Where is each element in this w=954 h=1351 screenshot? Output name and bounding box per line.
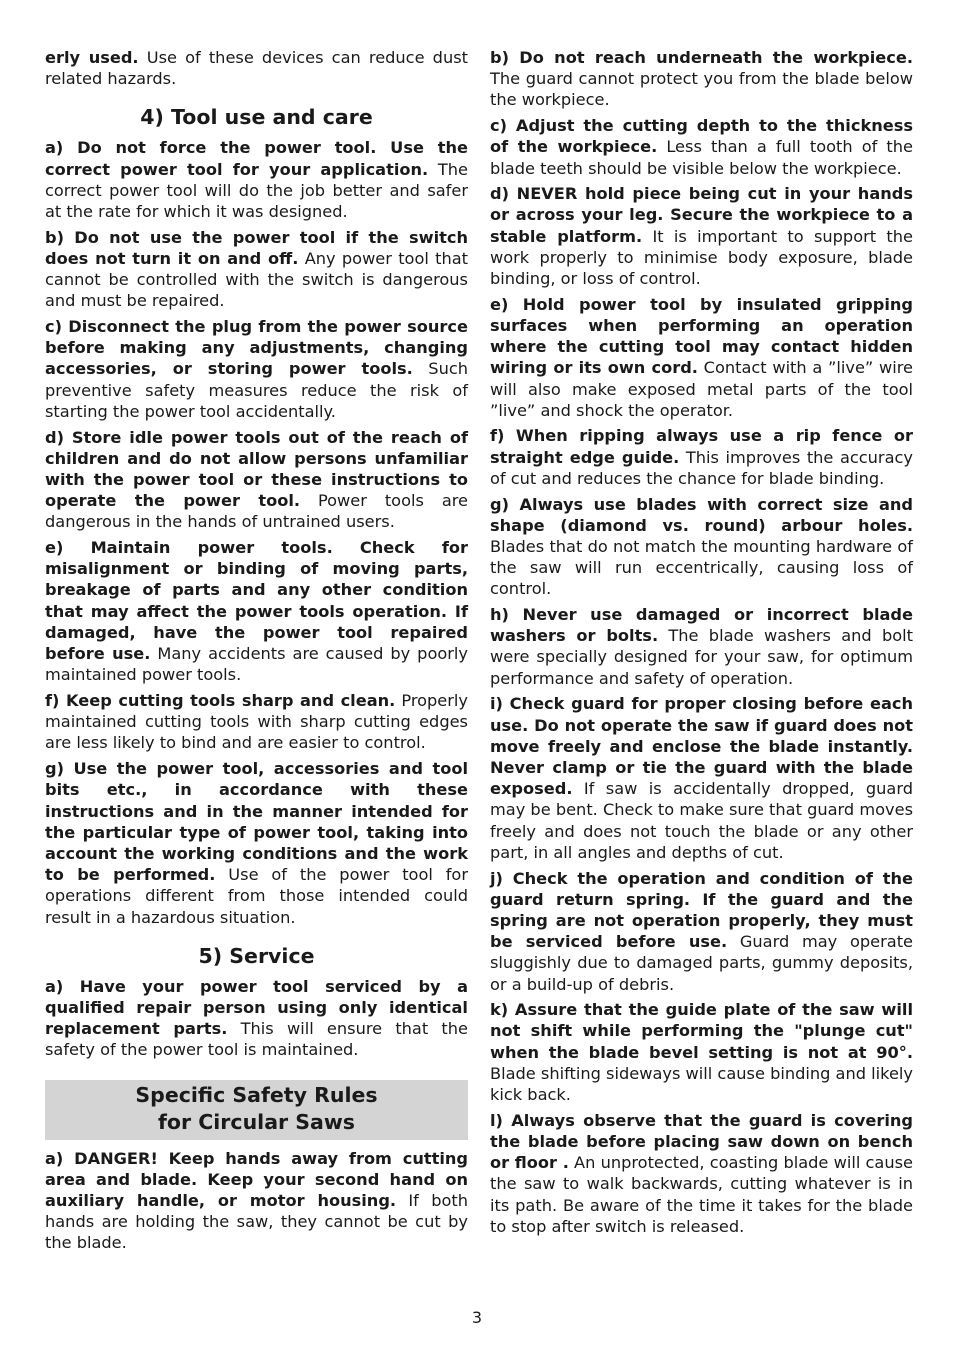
rule-text: Guard may operate sluggishly due to damaged parts, gummy deposits, or a build-up of debris.: [490, 932, 913, 994]
rule-bold: f) Keep cutting tools sharp and clean.: [45, 690, 396, 710]
left-column: [45, 47, 468, 1258]
paragraph-bold: erly used.: [45, 48, 139, 67]
rule-bold: a) DANGER! Keep hands away from cutting area and blade. Keep your second hand on auxiliary handle, or motor housing.: [45, 1148, 468, 1210]
rule-saw-k: [490, 999, 913, 1105]
rule-bold: i) Check guard for proper closing before each use. Do not operate the saw if guard does not move freely and enclose the blade instantly. Never clamp or tie the guard with the blade exposed.: [490, 694, 913, 799]
specific-safety-rules-heading: [45, 1080, 468, 1140]
rule-text: This will ensure that the safety of the power tool is maintained.: [45, 1019, 468, 1060]
rule-4c: [45, 316, 468, 422]
rule-saw-c: [490, 115, 913, 179]
rule-saw-e: [490, 294, 913, 421]
paragraph-continuation: [45, 47, 468, 89]
rule-bold: l) Always observe that the guard is covering the blade before placing saw down on bench or floor .: [490, 1110, 913, 1173]
rule-bold: j) Check the operation and condition of the guard return spring. If the guard and the spring are not operation properly, they must be serviced before use.: [490, 868, 913, 952]
rule-bold: h) Never use damaged or incorrect blade washers or bolts.: [490, 605, 913, 646]
rule-bold: b) Do not use the power tool if the switch does not turn it on and off.: [45, 227, 468, 268]
rule-text: The blade washers and bolt were specially designed for your saw, for optimum performance and safety of operation.: [490, 626, 913, 688]
section-heading-tool-use-and-care: 4) Tool use and care: [140, 105, 373, 130]
rule-bold: b) Do not reach underneath the workpiece.: [490, 48, 913, 67]
rule-text: Contact with a ”live” wire will also make exposed metal parts of the tool ”live” and shock the operator.: [490, 358, 913, 420]
rule-saw-d: [490, 183, 913, 289]
rule-bold: c) Disconnect the plug from the power source before making any adjustments, changing accessories, or storing power tools.: [45, 317, 468, 379]
right-column: [490, 47, 913, 1241]
rule-saw-j: [490, 868, 913, 995]
rule-text: An unprotected, coasting blade will cause the saw to walk backwards, cutting whatever is in its path. Be aware of the time it takes for the blade to stop after switch is released.: [490, 1153, 913, 1236]
page-number: 3: [471, 1308, 483, 1327]
rule-text: Blade shifting sideways will cause binding and likely kick back.: [490, 1063, 913, 1105]
rule-bold: a) Do not force the power tool. Use the correct power tool for your application.: [45, 138, 468, 179]
rule-bold: e) Maintain power tools. Check for misalignment or binding of moving parts, breakage of parts and any other condition that may affect the power tools operation. If damaged, have the power tool repaired before use.: [45, 538, 468, 664]
rule-text: Less than a full tooth of the blade teeth should be visible below the workpiece.: [490, 137, 913, 178]
rule-4e: [45, 537, 468, 685]
rule-4d: [45, 427, 468, 533]
rule-bold: g) Use the power tool, accessories and tool bits etc., in accordance with these instructions and in the manner intended for the particular type of power tool, taking into account the working conditions and the work to be performed.: [45, 759, 468, 885]
rule-bold: d) Store idle power tools out of the reach of children and do not allow persons unfamiliar with the power tool or these instructions to operate the power tool.: [45, 427, 468, 511]
rule-text: Power tools are dangerous in the hands of untrained users.: [45, 491, 468, 532]
section-heading-service: 5) Service: [198, 943, 315, 968]
rule-saw-b: [490, 47, 913, 111]
rule-saw-i: [490, 693, 913, 863]
rule-text: It is important to support the work properly to minimise body exposure, blade binding, or loss of control.: [490, 226, 913, 289]
rule-text: Properly maintained cutting tools with sharp cutting edges are less likely to bind and are easier to control.: [45, 690, 468, 753]
rule-4f: [45, 690, 468, 754]
rule-saw-a: [45, 1148, 468, 1254]
rule-4a: [45, 137, 468, 222]
rule-bold: d) NEVER hold piece being cut in your hands or across your leg. Secure the workpiece to a stable platform.: [490, 184, 913, 246]
rule-text: The correct power tool will do the job better and safer at the rate for which it was designed.: [45, 159, 468, 222]
rule-saw-g: [490, 494, 913, 600]
rule-text: If both hands are holding the saw, they cannot be cut by the blade.: [45, 1190, 468, 1253]
rule-4b: [45, 227, 468, 312]
rule-bold: g) Always use blades with correct size and shape (diamond vs. round) arbour holes.: [490, 494, 913, 535]
heading-line-1: Specific Safety Rules: [135, 1082, 378, 1107]
rule-saw-l: [490, 1110, 913, 1237]
rule-text: Many accidents are caused by poorly maintained power tools.: [45, 644, 468, 685]
rule-bold: e) Hold power tool by insulated gripping surfaces when performing an operation where the cutting tool may contact hidden wiring or its own cord.: [490, 294, 913, 378]
rule-text: If saw is accidentally dropped, guard may be bent. Check to make sure that guard moves freely and does not touch the blade or any other part, in all angles and depths of cut.: [490, 779, 913, 862]
rule-bold: f) When ripping always use a rip fence or straight edge guide.: [490, 426, 913, 467]
rule-bold: c) Adjust the cutting depth to the thickness of the workpiece.: [490, 116, 913, 157]
rule-text: Any power tool that cannot be controlled with the switch is dangerous and must be repaired.: [45, 248, 468, 311]
rule-saw-f: [490, 425, 913, 489]
rule-text: The guard cannot protect you from the blade below the workpiece.: [490, 69, 913, 110]
rule-bold: k) Assure that the guide plate of the saw will not shift while performing the "plunge cut" when the blade bevel setting is not at 90°.: [490, 1000, 913, 1062]
rule-4g: [45, 758, 468, 928]
rule-text: Blades that do not match the mounting hardware of the saw will run eccentrically, causing loss of control.: [490, 536, 913, 599]
rule-text: This improves the accuracy of cut and reduces the chance for blade binding.: [490, 447, 913, 488]
rule-text: Use of the power tool for operations different from those intended could result in a hazardous situation.: [45, 865, 468, 927]
rule-text: Such preventive safety measures reduce the risk of starting the power tool accidentally.: [45, 359, 468, 421]
rule-5a: [45, 976, 468, 1061]
rule-saw-h: [490, 604, 913, 689]
paragraph-text: Use of these devices can reduce dust related hazards.: [45, 48, 468, 89]
heading-line-2: for Circular Saws: [157, 1110, 356, 1135]
rule-bold: a) Have your power tool serviced by a qualified repair person using only identical replacement parts.: [45, 976, 468, 1039]
